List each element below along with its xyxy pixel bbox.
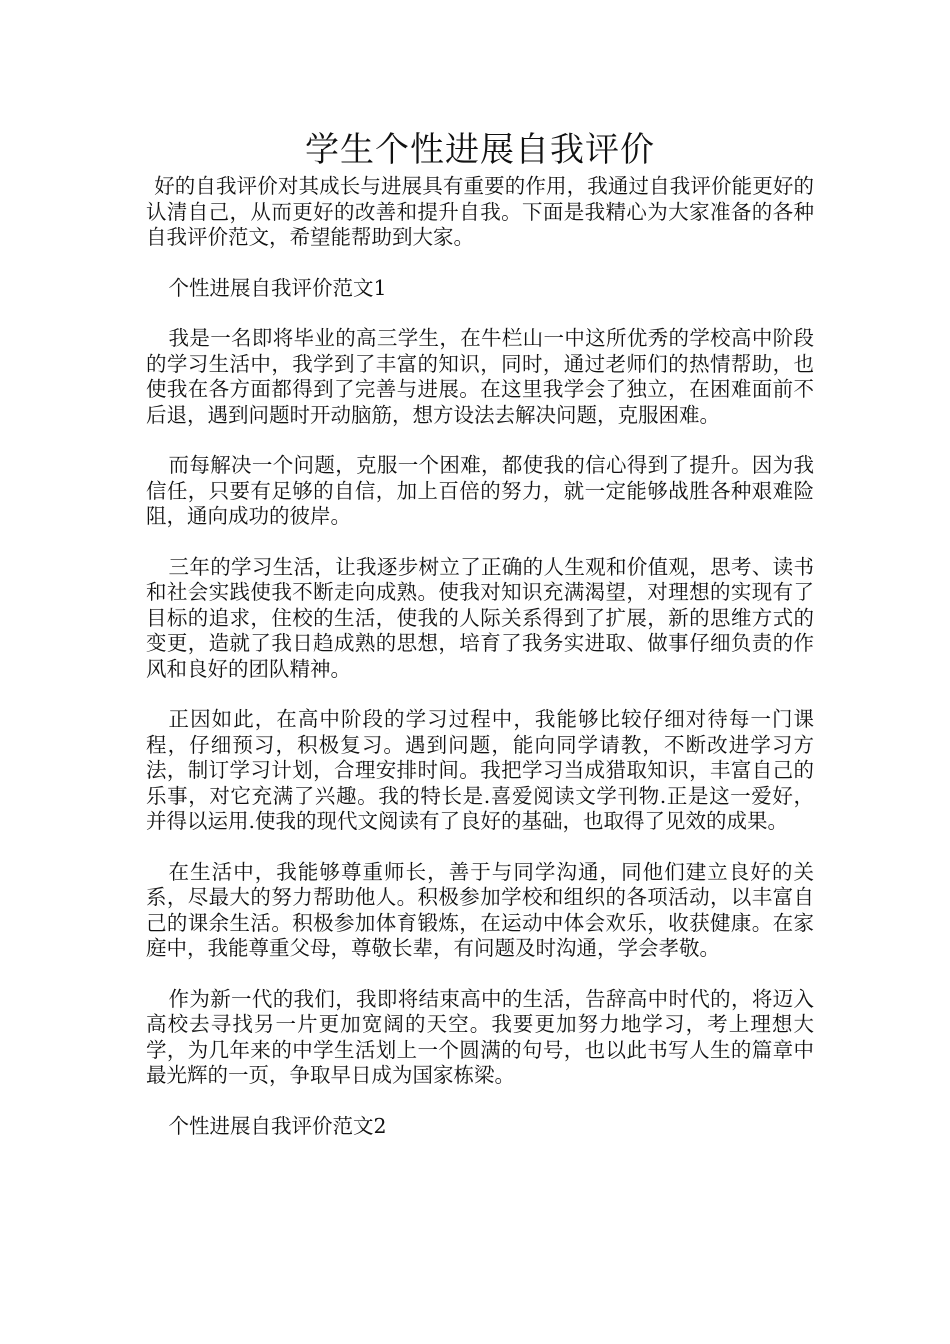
body-paragraph: 在生活中，我能够尊重师长，善于与同学沟通，同他们建立良好的关系，尽最大的努力帮助他人。积极参加学校和组织的各项活动，以丰富自己的课余生活。积极参加体育锻炼，在运动中体会欢乐，收获健康。在家庭中，我能尊重父母，尊敬长辈，有问题及时沟通，学会孝敬。 [146,859,814,960]
body-paragraph: 而每解决一个问题，克服一个困难，都使我的信心得到了提升。因为我信任，只要有足够的自信，加上百倍的努力，就一定能够战胜各种艰难险阻，通向成功的彼岸。 [146,453,814,528]
intro-paragraph: 好的自我评价对其成长与进展具有重要的作用，我通过自我评价能更好的认清自己，从而更好的改善和提升自我。下面是我精心为大家准备的各种自我评价范文，希望能帮助到大家。 [146,174,814,249]
section-heading-1: 个性进展自我评价范文1 [168,275,387,300]
document-page [146,128,814,1164]
body-paragraph: 我是一名即将毕业的高三学生，在牛栏山一中这所优秀的学校高中阶段的学习生活中，我学到了丰富的知识，同时，通过老师们的热情帮助，也使我在各方面都得到了完善与进展。在这里我学会了独立，在困难面前不后退，遇到问题时开动脑筋，想方设法去解决问题，克服困难。 [146,326,814,427]
body-paragraph: 作为新一代的我们，我即将结束高中的生活，告辞高中时代的，将迈入高校去寻找另一片更加宽阔的天空。我要更加努力地学习，考上理想大学，为几年来的中学生活划上一个圆满的句号，也以此书写人生的篇章中最光辉的一页，争取早日成为国家栋梁。 [146,986,814,1087]
section-heading-2: 个性进展自我评价范文2 [168,1113,387,1138]
body-paragraph: 三年的学习生活，让我逐步树立了正确的人生观和价值观，思考、读书和社会实践使我不断走向成熟。使我对知识充满渴望，对理想的实现有了目标的追求，住校的生活，使我的人际关系得到了扩展，新的思维方式的变更，造就了我日趋成熟的思想，培育了我务实进取、做事仔细负责的作风和良好的团队精神。 [146,554,814,681]
document-title: 学生个性进展自我评价 [305,130,655,170]
body-paragraph: 正因如此，在高中阶段的学习过程中，我能够比较仔细对待每一门课程，仔细预习，积极复习。遇到问题，能向同学请教，不断改进学习方法，制订学习计划，合理安排时间。我把学习当成猎取知识，丰富自己的乐事，对它充满了兴趣。我的特长是.喜爱阅读文学刊物.正是这一爱好，并得以运用.使我的现代文阅读有了良好的基础，也取得了见效的成果。 [146,707,814,833]
